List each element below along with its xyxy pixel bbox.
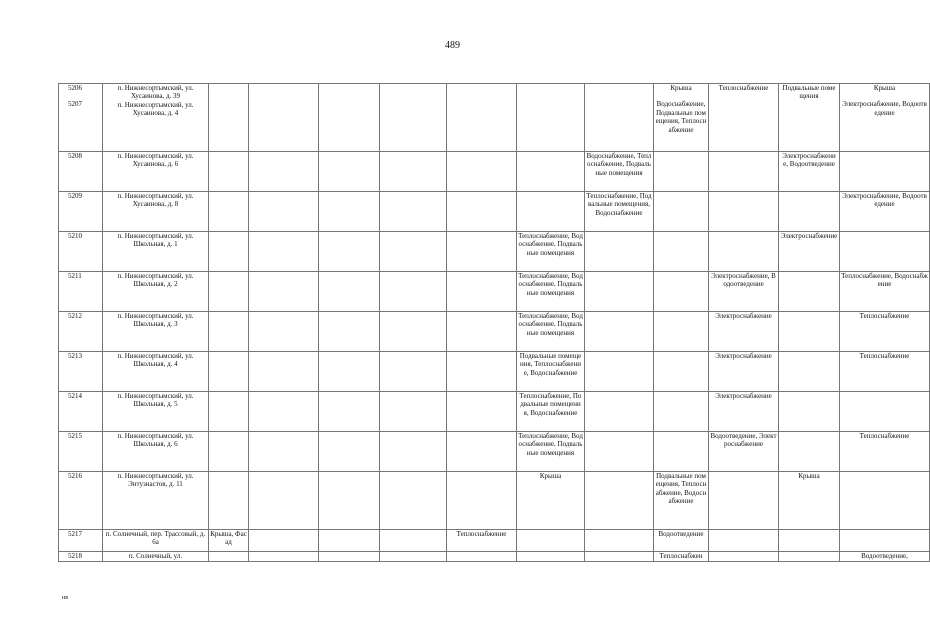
work-type-cell [249,352,319,392]
work-type-cell [585,392,654,432]
work-type-cell [447,192,517,232]
table-row [59,352,930,392]
row-number: 5214 [59,392,103,432]
work-type-cell [380,192,447,232]
work-type-cell [840,232,930,272]
work-type-cell: Водоотведение, [840,552,930,562]
work-type-cell [517,530,585,552]
work-type-cell [380,530,447,552]
work-type-cell [585,84,654,152]
address-cell: п. Нижнесортымский, ул. Школьная, д. 6 [103,432,209,472]
work-type-cell [840,152,930,192]
work-type-cell [447,312,517,352]
work-type-cell [209,312,249,352]
work-type-cell [779,192,840,232]
address-cell: п. Солнечный, пер. Трассовый, д. 6а [103,530,209,552]
work-type-cell: Теплоснабжение, Водоснабжение, Подвальные помещения [517,312,585,352]
work-type-cell [319,232,380,272]
work-type-cell [319,272,380,312]
work-type-cell [840,472,930,530]
work-type-cell [319,530,380,552]
table-row [59,392,930,432]
row-number: 5213 [59,352,103,392]
address-cell: п. Нижнесортымский, ул. Хусаинова, д. 8 [103,192,209,232]
work-type-cell [380,472,447,530]
work-type-cell [447,432,517,472]
address-cell: п. Нижнесортымский, ул. Школьная, д. 1 [103,232,209,272]
work-type-cell [709,552,779,562]
table-row [59,232,930,272]
work-type-cell [447,152,517,192]
work-type-cell [209,152,249,192]
work-type-cell [517,84,585,152]
work-type-cell [249,432,319,472]
work-type-cell [585,232,654,272]
address-cell: п. Нижнесортымский, ул. Школьная, д. 3 [103,312,209,352]
work-type-cell [654,352,709,392]
repair-schedule-table [58,83,930,562]
work-type-cell [447,472,517,530]
work-type-cell: Теплоснабжение, Подвальные помещения, Водоснабжение [517,392,585,432]
table-row [59,312,930,352]
address-cell: п. Нижнесортымский, ул. Хусаинова, д. 6 [103,152,209,192]
work-type-cell [517,192,585,232]
work-type-cell [709,152,779,192]
work-type-cell [585,432,654,472]
table-row [59,84,930,152]
work-type-cell: Подвальные помещения, Теплоснабжение, Водоснабжение [517,352,585,392]
footer-mark: нв [62,595,69,601]
work-type-cell [209,272,249,312]
work-type-cell [249,392,319,432]
work-type-cell [249,312,319,352]
row-number: 5215 [59,432,103,472]
row-number: 5210 [59,232,103,272]
work-type-cell [209,392,249,432]
work-type-cell [319,552,380,562]
work-type-cell [209,472,249,530]
work-type-cell: Крыша Водоснабжение, Подвальные помещения, Теплоснабжение [654,84,709,152]
work-type-cell [447,272,517,312]
work-type-cell [447,392,517,432]
work-type-cell [447,352,517,392]
work-type-cell: Теплоснабжен [654,552,709,562]
work-type-cell: Теплоснабжение [709,84,779,152]
work-type-cell [209,552,249,562]
work-type-cell [209,432,249,472]
work-type-cell: Электроснабжение, Водоотведение [709,272,779,312]
work-type-cell [380,432,447,472]
work-type-cell: Электроснабжение [709,392,779,432]
work-type-cell [709,192,779,232]
work-type-cell [249,152,319,192]
work-type-cell [380,312,447,352]
work-type-cell [380,552,447,562]
work-type-cell: Теплоснабжение, Водоснабжение [840,272,930,312]
work-type-cell [517,152,585,192]
work-type-cell: Электроснабжение [779,232,840,272]
work-type-cell [447,232,517,272]
address-cell: п. Солнечный, ул. [103,552,209,562]
work-type-cell [654,152,709,192]
work-type-cell [209,192,249,232]
work-type-cell [517,552,585,562]
work-type-cell [779,530,840,552]
work-type-cell: Теплоснабжение, Подвальные помещения, Водоснабжение [585,192,654,232]
work-type-cell [585,472,654,530]
page-number: 489 [445,40,460,51]
work-type-cell [779,312,840,352]
work-type-cell [779,432,840,472]
table-row [59,192,930,232]
row-number: 5217 [59,530,103,552]
work-type-cell: Подвальные помещения, Теплоснабжение, Водоснабжение [654,472,709,530]
work-type-cell [209,84,249,152]
row-number: 5206 5207 [59,84,103,152]
table-row [59,530,930,552]
work-type-cell [319,392,380,432]
work-type-cell [319,472,380,530]
address-cell: п. Нижнесортымский, ул. Школьная, д. 5 [103,392,209,432]
work-type-cell [249,84,319,152]
work-type-cell [319,432,380,472]
work-type-cell [249,552,319,562]
work-type-cell [249,530,319,552]
work-type-cell [654,432,709,472]
row-number: 5218 [59,552,103,562]
work-type-cell [319,192,380,232]
work-type-cell [840,530,930,552]
work-type-cell [840,392,930,432]
work-type-cell [709,232,779,272]
row-number: 5216 [59,472,103,530]
work-type-cell [319,352,380,392]
work-type-cell [249,272,319,312]
table-row [59,472,930,530]
work-type-cell: Теплоснабжение [840,312,930,352]
work-type-cell [209,352,249,392]
work-type-cell [585,352,654,392]
table-row [59,272,930,312]
work-type-cell: Электроснабжение, Водоотведение [779,152,840,192]
work-type-cell [654,312,709,352]
work-type-cell [380,84,447,152]
work-type-cell [654,392,709,432]
work-type-cell [585,312,654,352]
work-type-cell: Электроснабжение [709,312,779,352]
work-type-cell: Крыша Электроснабжение, Водоотведение [840,84,930,152]
work-type-cell: Крыша, Фасад [209,530,249,552]
work-type-cell [779,272,840,312]
work-type-cell [654,272,709,312]
work-type-cell [709,530,779,552]
row-number: 5211 [59,272,103,312]
work-type-cell [779,392,840,432]
work-type-cell: Теплоснабжение, Водоснабжение, Подвальные помещения [517,232,585,272]
work-type-cell: Водоотведение [654,530,709,552]
work-type-cell: Электроснабжение, Водоотведение [840,192,930,232]
work-type-cell [380,152,447,192]
address-cell: п. Нижнесортымский, ул. Энтузиастов, д. 11 [103,472,209,530]
work-type-cell [585,272,654,312]
row-number: 5212 [59,312,103,352]
work-type-cell [249,232,319,272]
work-type-cell: Крыша [517,472,585,530]
work-type-cell: Теплоснабжение, Водоснабжение, Подвальные помещения [517,432,585,472]
work-type-cell [249,472,319,530]
work-type-cell [380,392,447,432]
address-cell: п. Нижнесортымский, ул. Школьная, д. 4 [103,352,209,392]
work-type-cell [709,472,779,530]
work-type-cell [209,232,249,272]
work-type-cell: Водоотведение, Электроснабжение [709,432,779,472]
work-type-cell [585,552,654,562]
work-type-cell [249,192,319,232]
work-type-cell [319,152,380,192]
work-type-cell [380,272,447,312]
work-type-cell: Подвальные помещения [779,84,840,152]
table-row [59,432,930,472]
row-number: 5208 [59,152,103,192]
table-row [59,552,930,562]
work-type-cell [319,84,380,152]
work-type-cell [779,552,840,562]
address-cell: п. Нижнесортымский, ул. Школьная, д. 2 [103,272,209,312]
work-type-cell: Теплоснабжение [840,432,930,472]
work-type-cell [380,232,447,272]
work-type-cell: Теплоснабжение [447,530,517,552]
work-type-cell [654,192,709,232]
table-row [59,152,930,192]
work-type-cell: Электроснабжение [709,352,779,392]
work-type-cell [447,84,517,152]
work-type-cell [447,552,517,562]
work-type-cell: Водоснабжение, Теплоснабжение, Подвальные помещения [585,152,654,192]
work-type-cell: Крыша [779,472,840,530]
work-type-cell: Теплоснабжение [840,352,930,392]
work-type-cell: Теплоснабжение, Водоснабжение, Подвальные помещения [517,272,585,312]
work-type-cell [779,352,840,392]
table-body [59,84,930,562]
work-type-cell [585,530,654,552]
work-type-cell [319,312,380,352]
work-type-cell [654,232,709,272]
work-type-cell [380,352,447,392]
row-number: 5209 [59,192,103,232]
address-cell: п. Нижнесортымский, ул. Хусаинова, д. 39 п. Нижнесортымский, ул. Хусаинова, д. 4 [103,84,209,152]
